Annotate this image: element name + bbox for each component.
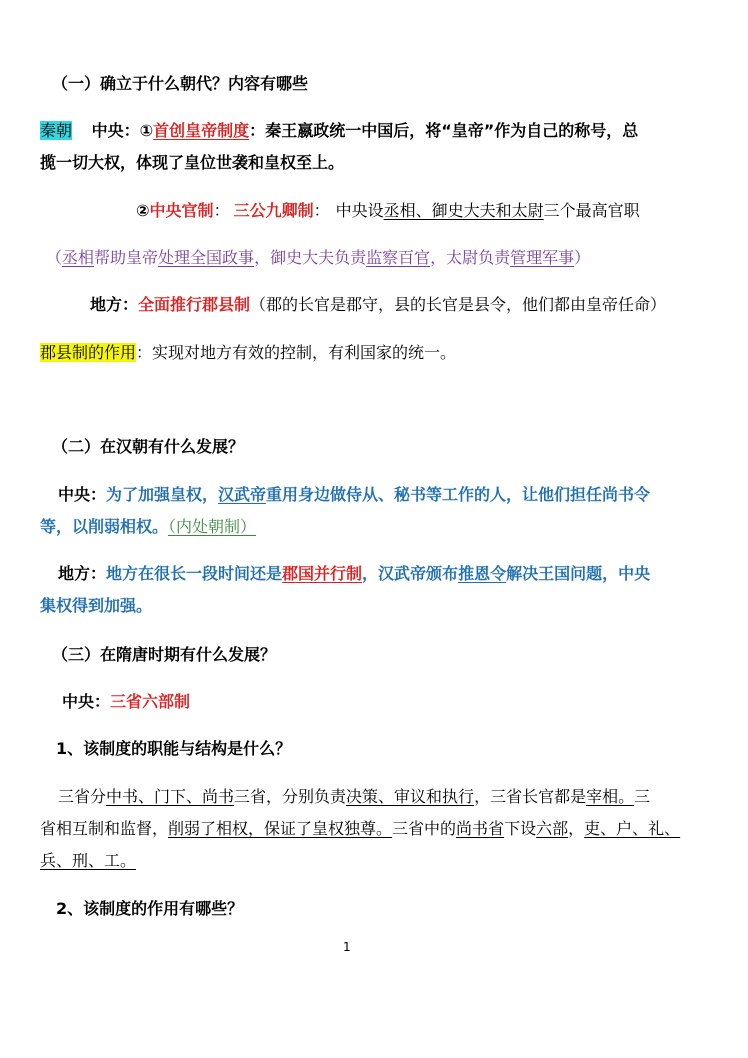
section1-heading: （一）确立于什么朝代？内容有哪些 — [52, 74, 309, 93]
item1-title: 首创皇帝制度 — [153, 121, 250, 140]
a6: 宰相。 — [586, 787, 635, 806]
han-l1: 地方在很长一段时间还是 — [106, 564, 283, 583]
note-military: 管理军事 — [510, 248, 575, 267]
a12: 下设 — [504, 819, 537, 838]
note-supervise: 监察百官 — [366, 248, 431, 267]
suitang-central-line — [62, 691, 190, 713]
a11: 尚书省 — [456, 819, 505, 838]
han-c4: 等，以削弱相权。 — [40, 517, 169, 536]
item2-colon2: ： — [313, 201, 330, 220]
central-label: 中央： — [91, 121, 140, 140]
item2-post: 三个最高官职 — [543, 201, 640, 220]
a13: 六部 — [536, 819, 569, 838]
han-l3: ，汉武帝颁布 — [362, 564, 459, 583]
item1-number: ① — [139, 121, 154, 140]
a4: 决策、审议和执行 — [346, 787, 475, 806]
han-inner-court: （内处朝制） — [168, 517, 257, 536]
item2-title: 中央官制 — [149, 201, 214, 220]
question-2: 2、该制度的作用有哪些？ — [56, 899, 244, 918]
han-l6: 集权得到加强。 — [40, 596, 153, 615]
han-local-line — [58, 563, 650, 585]
a5: ，三省长官都是 — [474, 787, 587, 806]
local-label: 地方： — [90, 295, 139, 314]
a10: 三省中的 — [392, 819, 457, 838]
han-tuien-decree: 推恩令 — [458, 564, 507, 583]
a1: 三省分 — [58, 787, 107, 806]
note-censor: ，御史大夫负责 — [254, 248, 367, 267]
suitang-central-label: 中央： — [62, 692, 111, 711]
item2-colon: ： — [213, 201, 230, 220]
han-central-label: 中央： — [58, 485, 107, 504]
officials-note — [46, 247, 590, 269]
local-line — [90, 294, 666, 316]
note-assist: 帮助皇帝 — [94, 248, 159, 267]
question-1: 1、该制度的职能与结构是什么？ — [56, 739, 292, 758]
section2-heading: （二）在汉朝有什么发展？ — [52, 437, 245, 456]
a14: ， — [568, 819, 585, 838]
note-taiwei: ，太尉负责 — [430, 248, 511, 267]
paren-open: （ — [46, 248, 63, 267]
dynasty-label: 秦朝 — [40, 121, 73, 140]
note-chancellor: 丞相 — [62, 248, 95, 267]
paren-close: ） — [574, 248, 591, 267]
han-central-line — [58, 484, 650, 506]
qin-central-line — [40, 120, 638, 142]
note-affairs: 处理全国政事 — [158, 248, 255, 267]
han-central-line2 — [40, 516, 256, 538]
item2-line — [136, 200, 640, 222]
han-l5: 解决王国问题，中央 — [506, 564, 651, 583]
a7: 三 — [634, 787, 651, 806]
a9: 削弱了相权，保证了皇权独尊。 — [168, 819, 393, 838]
section3-heading: （三）在隋唐时期有什么发展？ — [52, 645, 277, 664]
suitang-central-title: 三省六部制 — [110, 692, 191, 711]
effect-label: 郡县制的作用 — [40, 343, 137, 362]
item1-text-a: 秦王嬴政统一中国后，将“皇帝”作为自己的称号，总 — [265, 121, 639, 140]
han-local-label: 地方： — [58, 564, 107, 583]
page-number: 1 — [343, 940, 351, 954]
item2-offices: 丞相、御史大夫和太尉 — [383, 201, 544, 220]
item1-colon: ： — [249, 121, 266, 140]
a15: 吏、户、礼、 — [584, 819, 681, 838]
effect-line — [40, 342, 456, 364]
item2-sub-title: 三公九卿制 — [233, 201, 314, 220]
a16: 兵、刑、工。 — [40, 851, 137, 870]
a8: 省相互制和监督， — [40, 819, 169, 838]
effect-text: ：实现对地方有效的控制，有利国家的统一。 — [136, 343, 457, 362]
item1-text-b: 揽一切大权，体现了皇位世袭和皇权至上。 — [40, 153, 345, 172]
han-commandery-kingdom: 郡国并行制 — [282, 564, 363, 583]
item2-pre: 中央设 — [335, 201, 384, 220]
han-emperor-wu: 汉武帝 — [218, 485, 267, 504]
han-c1: 为了加强皇权， — [106, 485, 219, 504]
answer1-line2 — [40, 818, 680, 840]
a2: 中书、门下、尚书 — [106, 787, 235, 806]
local-note: （郡的长官是郡守，县的长官是县令，他们都由皇帝任命） — [250, 295, 667, 314]
a3: 三省，分别负责 — [234, 787, 347, 806]
answer1-line1 — [58, 786, 650, 808]
han-c3: 重用身边做侍从、秘书等工作的人，让他们担任尚书令 — [266, 485, 651, 504]
local-title: 全面推行郡县制 — [138, 295, 251, 314]
item2-number: ② — [136, 201, 150, 220]
